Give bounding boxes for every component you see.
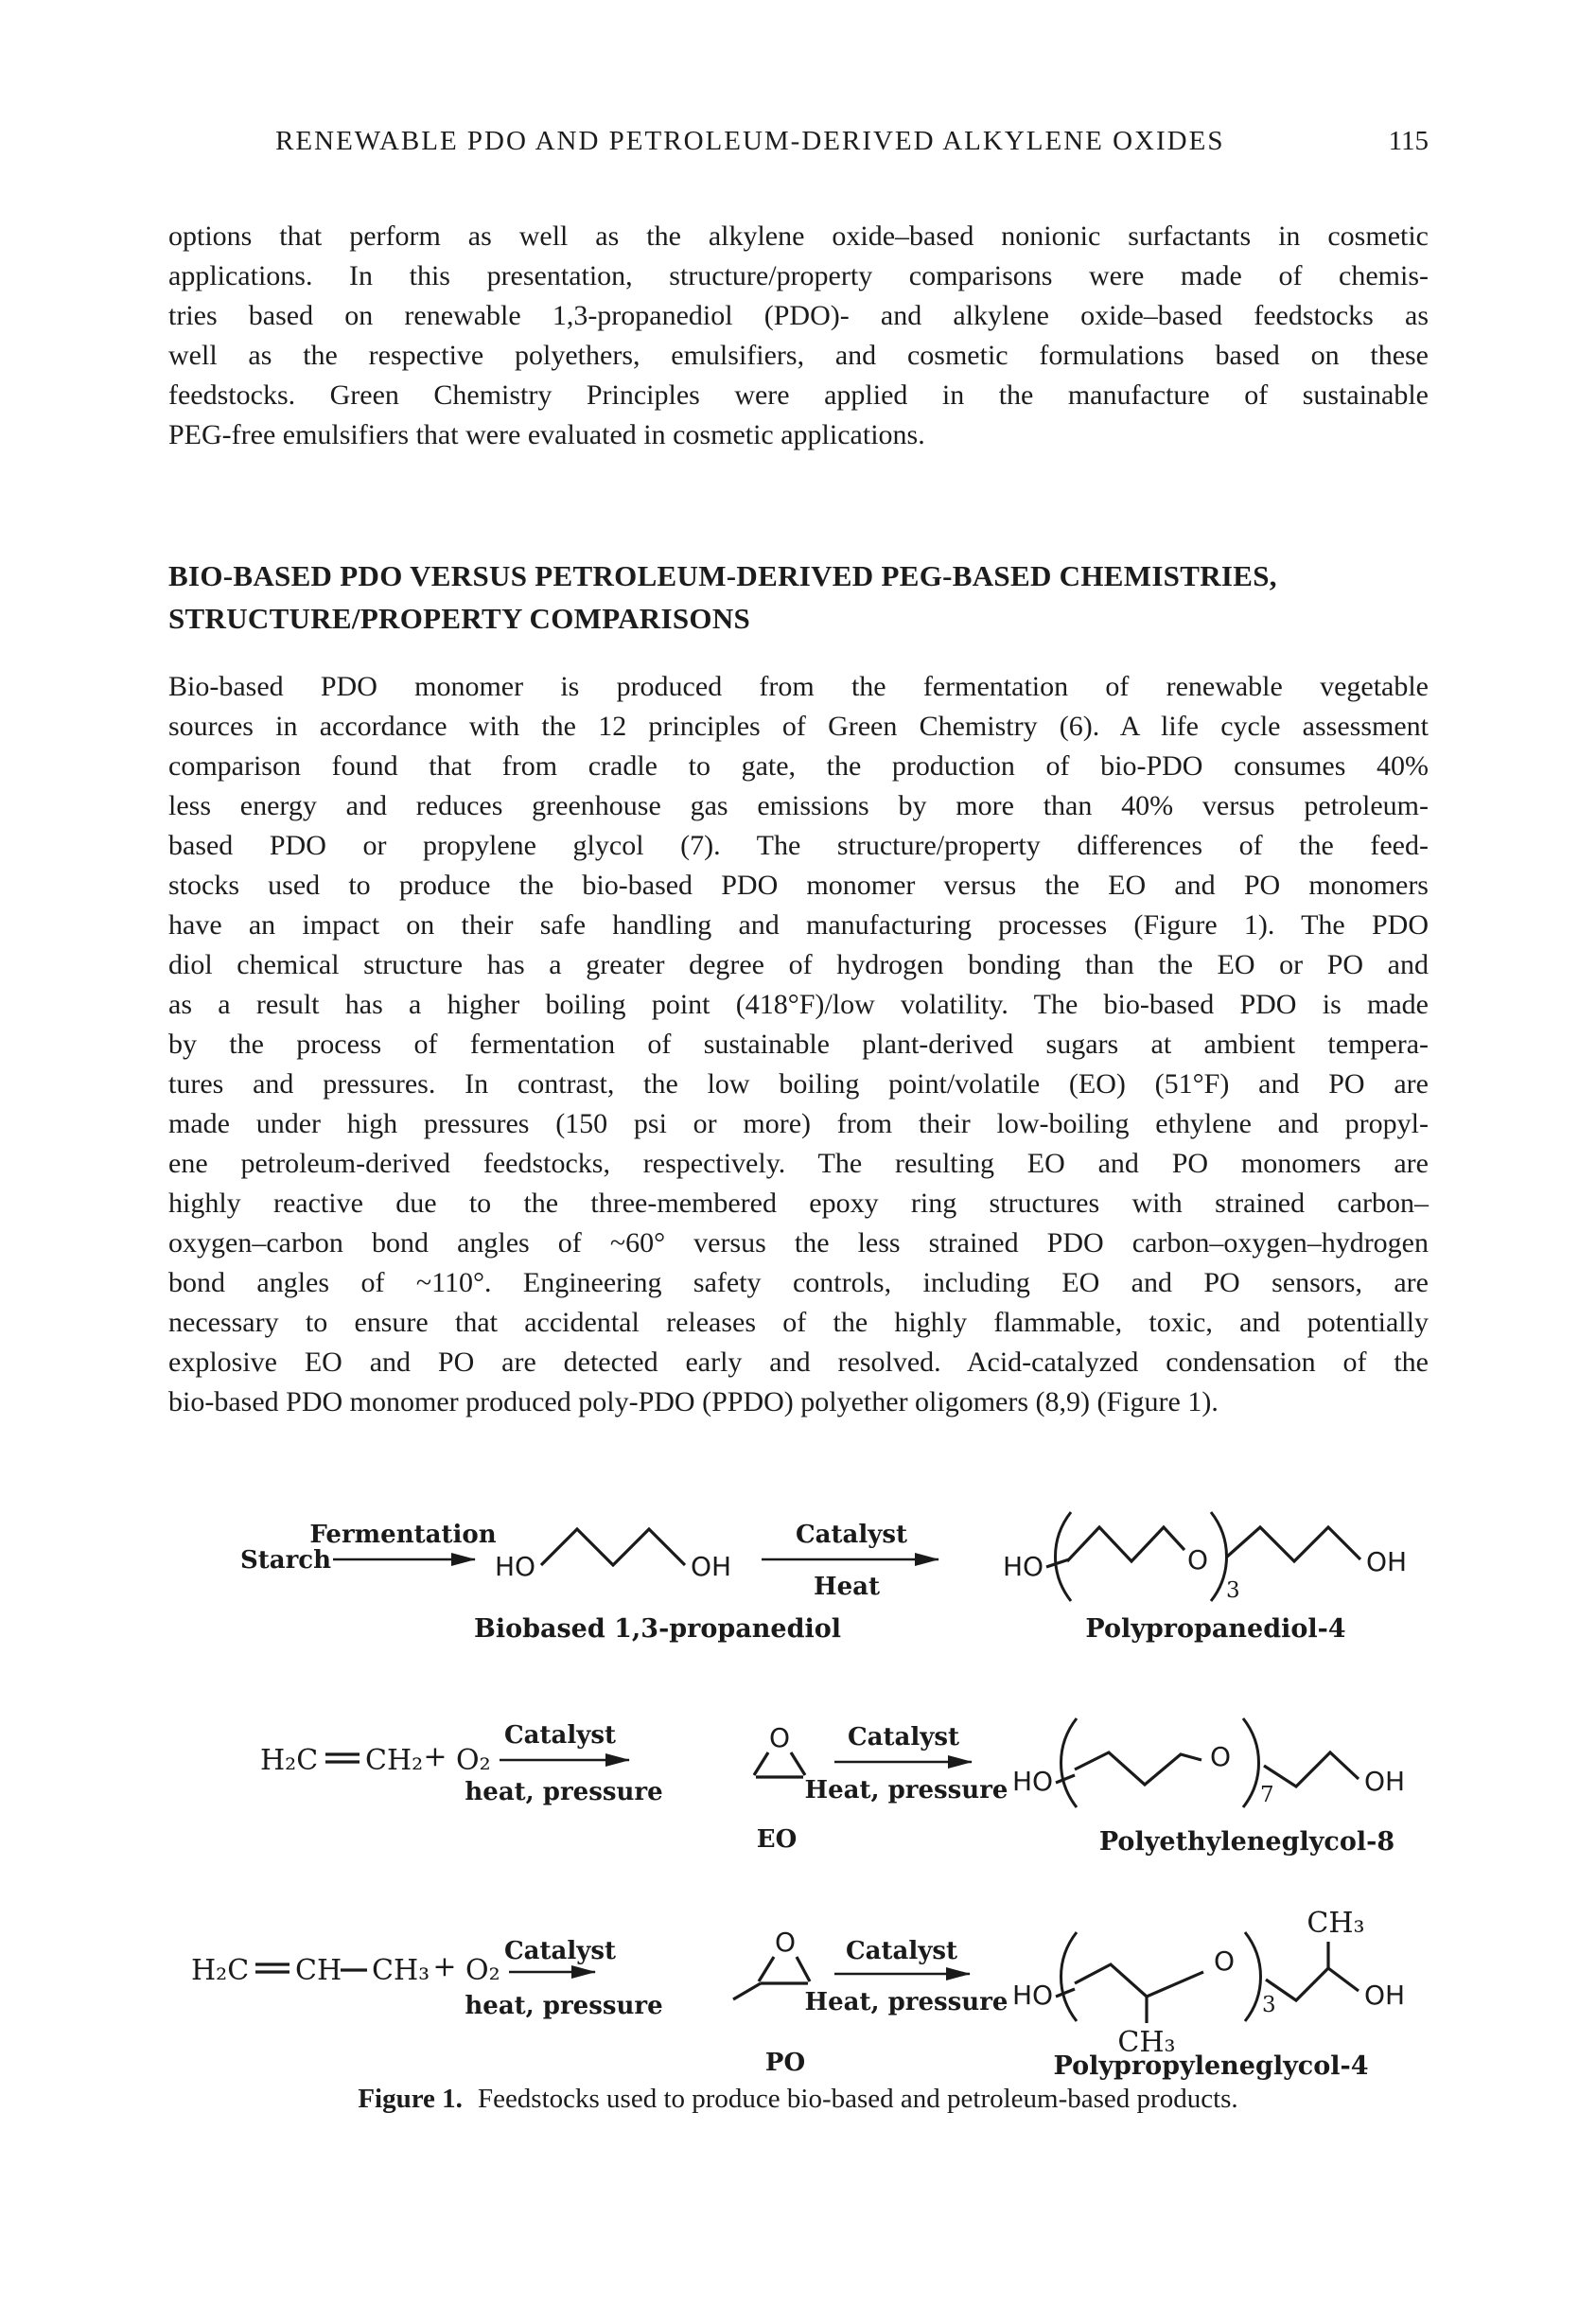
text-line: diol chemical structure has a greater degree of hydrogen bonding than the EO or PO and: [168, 949, 1429, 980]
starch-label: Starch: [239, 1546, 332, 1575]
figure-caption: [0, 2084, 1596, 2115]
ethylene-left-formula: H₂C: [260, 1744, 319, 1777]
polypropyleneglycol-name: Polypropyleneglycol-4: [1053, 2051, 1369, 2081]
text-line: applications. In this presentation, structure/property comparisons were made of chemis-: [168, 260, 1429, 291]
hydroxyl-label: HO: [1012, 1766, 1054, 1797]
text-line: sources in accordance with the 12 principles of Green Chemistry (6). A life cycle assessment: [168, 711, 1429, 742]
hydroxyl-label: HO: [1012, 1980, 1054, 2011]
close-parenthesis: [1211, 1512, 1227, 1601]
text-line: necessary to ensure that accidental releases of the highly flammable, toxic, and potentially: [168, 1307, 1429, 1338]
text-line: oxygen–carbon bond angles of ~60° versus the less strained PDO carbon–oxygen–hydrogen: [168, 1227, 1429, 1259]
catalyst-arrow-label: Catalyst: [503, 1721, 617, 1750]
text-line: stocks used to produce the bio-based PDO monomer versus the EO and PO monomers: [168, 870, 1429, 901]
eo-label: EO: [756, 1825, 798, 1854]
end-chain-bonds: [1266, 1968, 1359, 2000]
hydroxyl-label: OH: [1366, 1546, 1408, 1577]
propylene-methyl-formula: CH₃: [372, 1954, 430, 1987]
text-line: bio-based PDO monomer produced poly-PDO (PPDO) polyether oligomers (8,9) (Figure 1).: [168, 1386, 1219, 1417]
po-label: PO: [764, 2049, 806, 2077]
ethylene-right-formula: CH₂: [365, 1744, 424, 1777]
heat-arrow-label: Heat: [814, 1573, 880, 1601]
text-line: tries based on renewable 1,3-propanediol (PDO)- and alkylene oxide–based feedstocks as: [168, 300, 1429, 331]
page-number: 115: [1388, 126, 1429, 156]
text-line: options that perform as well as the alkylene oxide–based nonionic surfactants in cosmetic: [168, 220, 1429, 252]
biobased-propanediol-name: Biobased 1,3-propanediol: [474, 1614, 841, 1644]
body-paragraph: [168, 667, 1429, 1422]
polypropanediol-name: Polypropanediol-4: [1085, 1614, 1346, 1644]
text-line: well as the respective polyethers, emulsifiers, and cosmetic formulations based on these: [168, 340, 1429, 371]
ether-oxygen-label: O: [1209, 1741, 1232, 1772]
figure-caption-label: Figure 1.: [358, 2084, 463, 2114]
propanediol-skeleton-bonds: [541, 1529, 685, 1565]
heat-pressure-arrow-label: Heat, pressure: [804, 1776, 1008, 1804]
plus-sign: +: [423, 1740, 447, 1773]
text-line: have an impact on their safe handling and manufacturing processes (Figure 1). The PDO: [168, 909, 1429, 941]
text-line: comparison found that from cradle to gate, the production of bio-PDO consumes 40%: [168, 750, 1429, 782]
open-parenthesis: [1056, 1512, 1072, 1601]
end-chain-bonds: [1264, 1752, 1359, 1787]
catalyst-arrow-label: Catalyst: [503, 1937, 617, 1965]
bond: [1056, 1775, 1075, 1783]
epoxide-side-bond: [759, 1957, 774, 1981]
fermentation-arrow-label: Fermentation: [309, 1521, 497, 1549]
running-head: [168, 126, 1429, 157]
oxygen-formula: O₂: [465, 1954, 500, 1987]
epoxide-oxygen-label: O: [774, 1927, 797, 1958]
methyl-below-label: CH₃: [1117, 2026, 1176, 2059]
text-line: BIO-BASED PDO VERSUS PETROLEUM-DERIVED PEG-BASED CHEMISTRIES,: [168, 559, 1277, 592]
bond: [1056, 1989, 1075, 1997]
methyl-tail-bond: [733, 1983, 761, 1999]
hydroxyl-label: OH: [691, 1551, 732, 1582]
intro-paragraph: [168, 217, 1429, 455]
catalyst-arrow-label: Catalyst: [845, 1937, 958, 1965]
heat-pressure-arrow-label: heat, pressure: [465, 1992, 663, 2020]
running-head-title: RENEWABLE PDO AND PETROLEUM-DERIVED ALKYLENE OXIDES: [275, 126, 1225, 156]
text-line: based PDO or propylene glycol (7). The structure/property differences of the feed-: [168, 830, 1429, 861]
repeat-unit-bonds: [1067, 1527, 1184, 1561]
repeat-unit-bonds: [1075, 1752, 1201, 1785]
hydroxyl-label: HO: [1003, 1551, 1044, 1582]
text-line: by the process of fermentation of sustainable plant-derived sugars at ambient tempera-: [168, 1029, 1429, 1060]
catalyst-arrow-label: Catalyst: [795, 1521, 908, 1549]
repeat-unit-bonds: [1075, 1964, 1203, 1997]
text-line: made under high pressures (150 psi or more) from their low-boiling ethylene and propyl-: [168, 1108, 1429, 1139]
epoxide-side-bond: [754, 1752, 768, 1775]
plus-sign: +: [432, 1950, 457, 1983]
text-line: feedstocks. Green Chemistry Principles were applied in the manufacture of sustainable: [168, 379, 1429, 411]
text-line: as a result has a higher boiling point (418°F)/low volatility. The bio-based PDO is made: [168, 989, 1429, 1020]
propylene-mid-formula: CH: [295, 1954, 342, 1987]
hydroxyl-label: OH: [1364, 1766, 1406, 1797]
section-heading: [168, 554, 1429, 640]
text-line: explosive EO and PO are detected early and resolved. Acid-catalyzed condensation of the: [168, 1347, 1429, 1378]
methyl-above-label: CH₃: [1307, 1907, 1365, 1940]
propylene-left-formula: H₂C: [191, 1954, 250, 1987]
epoxide-oxygen-label: O: [768, 1722, 791, 1753]
text-line: bond angles of ~110°. Engineering safety controls, including EO and PO sensors, are: [168, 1267, 1429, 1298]
heat-pressure-arrow-label: Heat, pressure: [804, 1988, 1008, 2016]
text-line: tures and pressures. In contrast, the low boiling point/volatile (EO) (51°F) and PO are: [168, 1068, 1429, 1100]
ether-oxygen-label: O: [1213, 1945, 1236, 1977]
catalyst-arrow-label: Catalyst: [847, 1723, 960, 1752]
open-parenthesis: [1061, 1932, 1078, 2021]
repeat-count-subscript: 3: [1262, 1993, 1276, 2017]
end-chain-bonds: [1226, 1527, 1360, 1561]
hydroxyl-label: HO: [495, 1551, 536, 1582]
text-line: STRUCTURE/PROPERTY COMPARISONS: [168, 602, 751, 635]
ether-oxygen-label: O: [1186, 1544, 1209, 1575]
heat-pressure-arrow-label: heat, pressure: [465, 1778, 663, 1806]
text-line: Bio-based PDO monomer is produced from the fermentation of renewable vegetable: [168, 671, 1429, 702]
close-parenthesis: [1245, 1932, 1261, 2021]
bond: [1046, 1559, 1069, 1567]
epoxide-side-bond: [797, 1957, 810, 1981]
text-line: PEG-free emulsifiers that were evaluated in cosmetic applications.: [168, 419, 925, 450]
figure-1-reaction-scheme: [123, 1486, 1485, 2148]
repeat-count-subscript: 7: [1260, 1783, 1274, 1807]
epoxide-side-bond: [791, 1752, 805, 1775]
text-line: ene petroleum-derived feedstocks, respectively. The resulting EO and PO monomers are: [168, 1148, 1429, 1179]
figure-caption-text: Feedstocks used to produce bio-based and petroleum-based products.: [477, 2084, 1238, 2114]
hydroxyl-label: OH: [1364, 1980, 1406, 2011]
polyethyleneglycol-name: Polyethyleneglycol-8: [1098, 1827, 1395, 1857]
oxygen-formula: O₂: [456, 1744, 491, 1777]
text-line: less energy and reduces greenhouse gas emissions by more than 40% versus petroleum-: [168, 790, 1429, 821]
repeat-count-subscript: 3: [1226, 1578, 1240, 1603]
close-parenthesis: [1243, 1718, 1259, 1807]
open-parenthesis: [1061, 1718, 1078, 1807]
text-line: highly reactive due to the three-membered epoxy ring structures with strained carbon–: [168, 1188, 1429, 1219]
